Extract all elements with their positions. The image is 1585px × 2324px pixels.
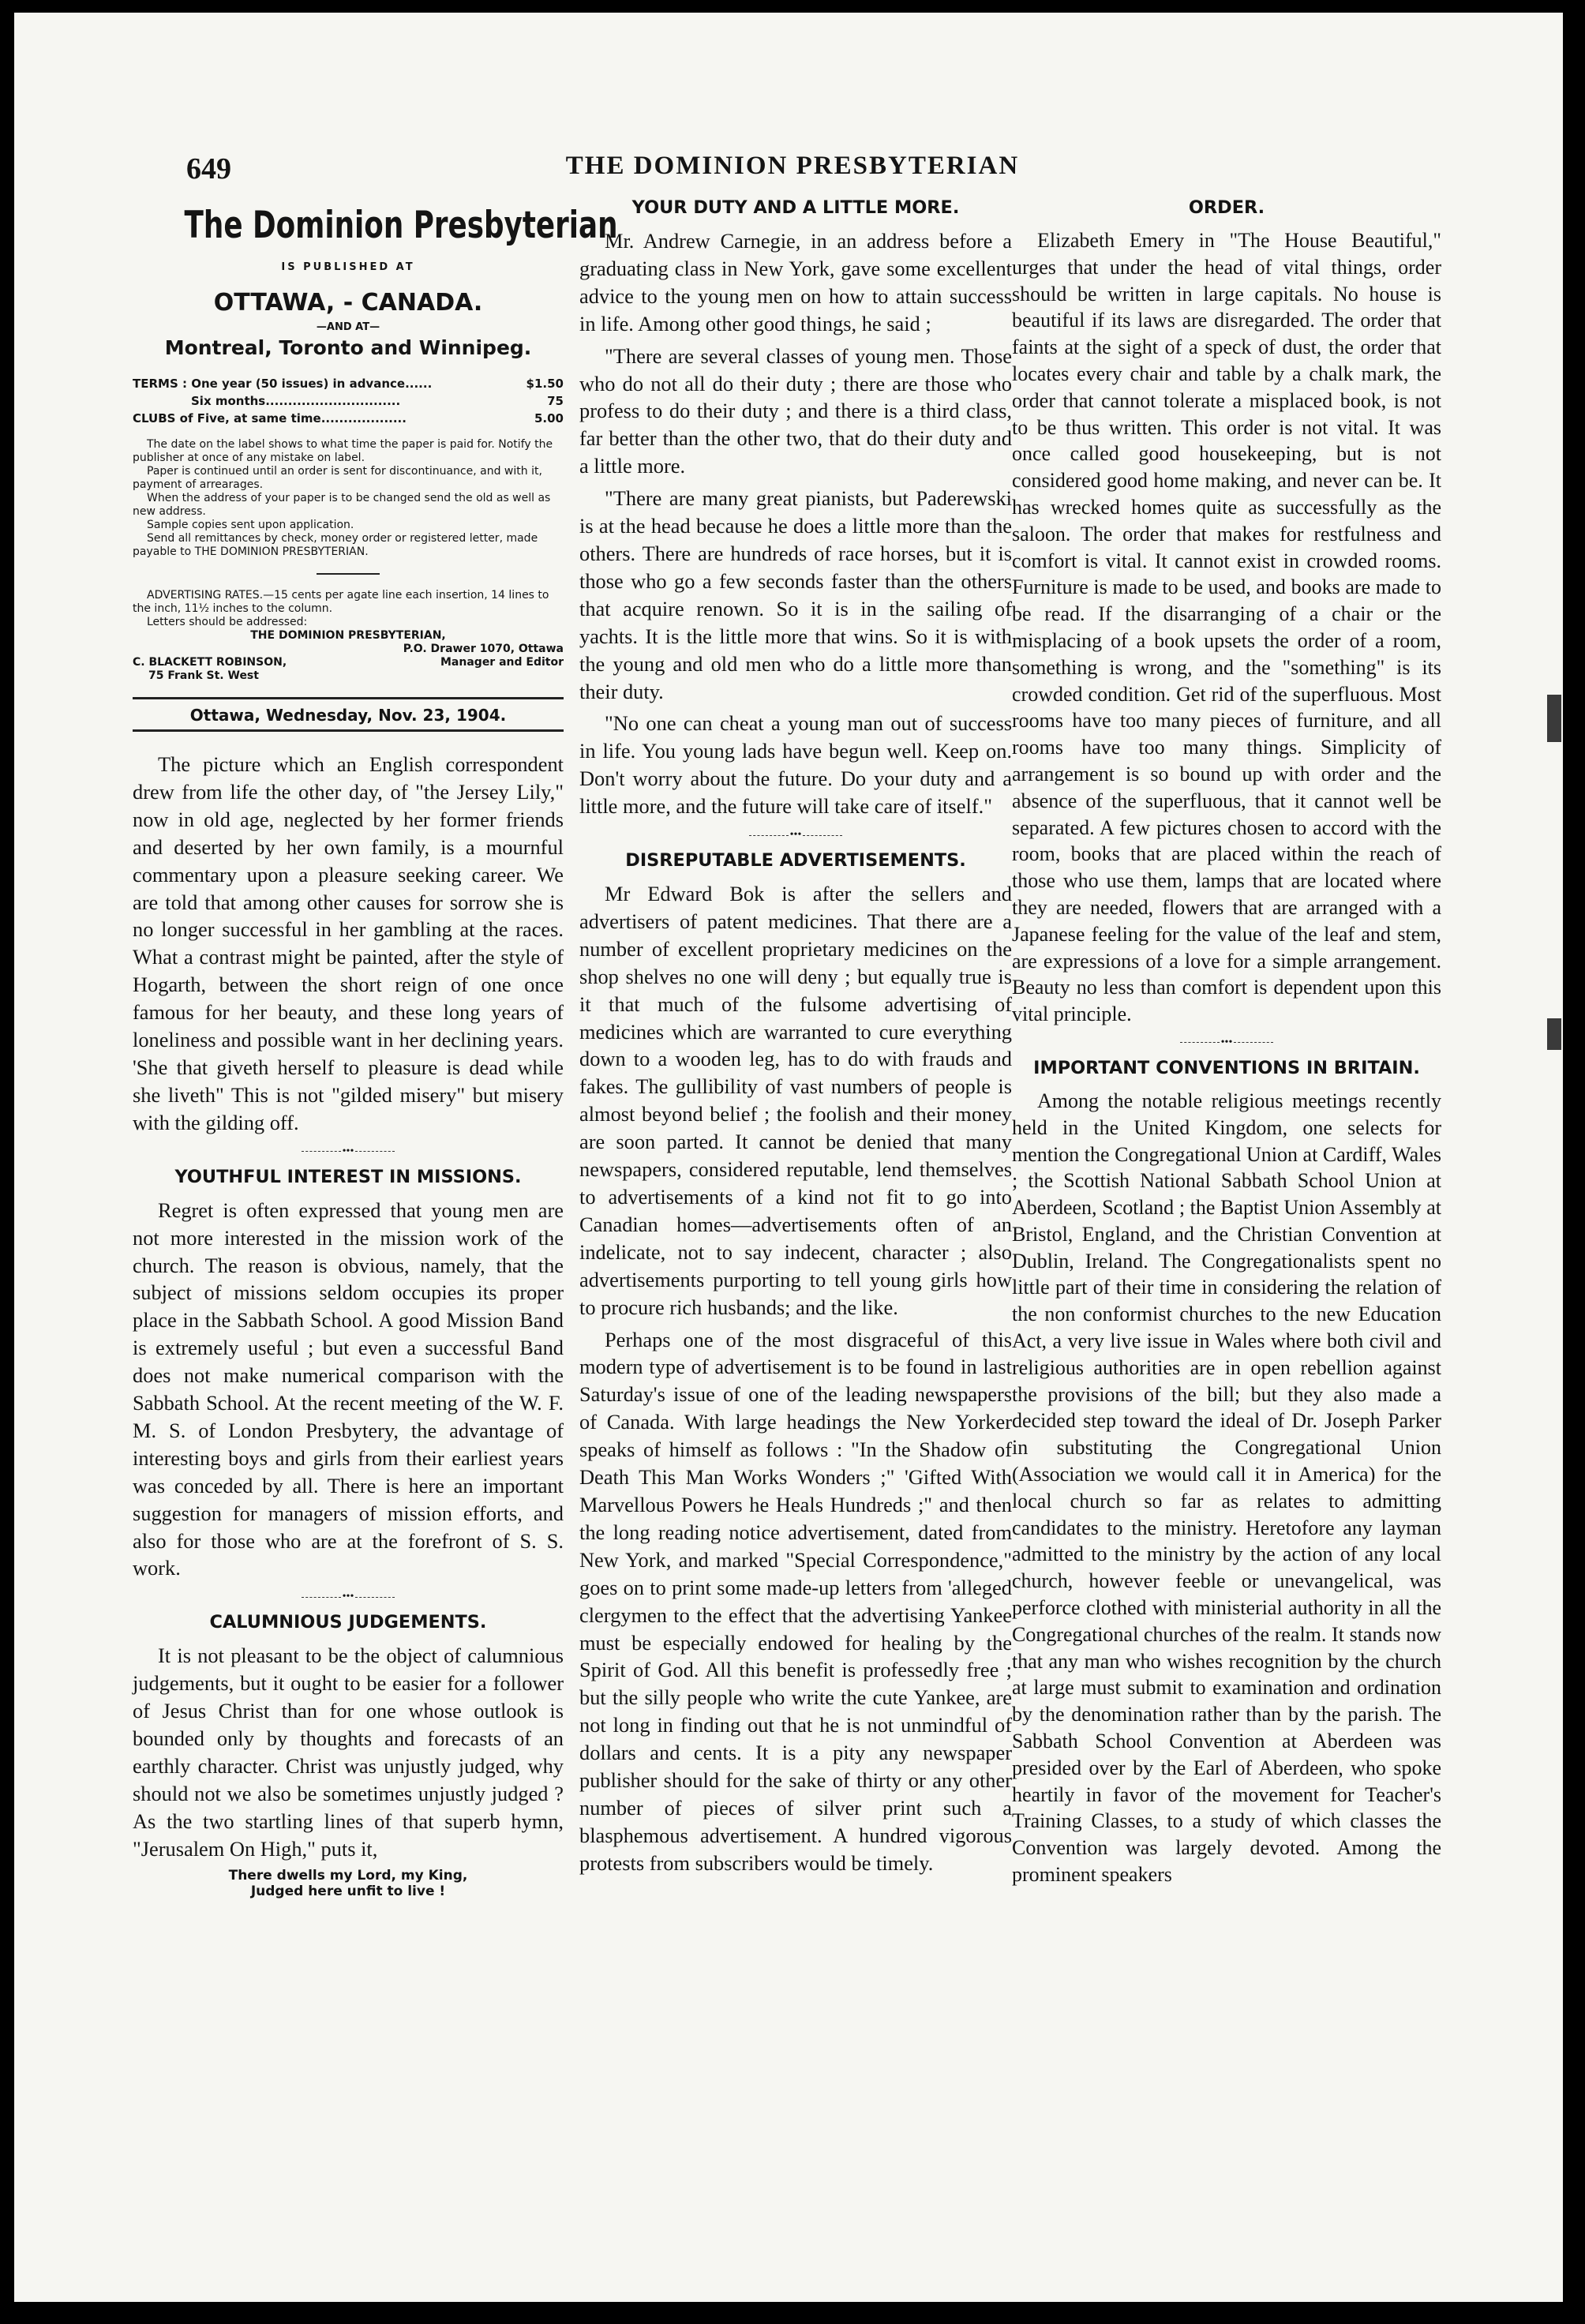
notice: The date on the label shows to what time the paper is paid for. Notify the publisher at once of any mistake on label. — [133, 438, 553, 464]
column-left — [133, 197, 618, 1899]
hymn-verse — [133, 1868, 564, 1899]
divider-rule — [317, 573, 380, 575]
divider: ••• — [133, 1148, 564, 1156]
column-right — [1012, 197, 1441, 1893]
publisher-notices — [133, 438, 564, 559]
letters-note: Letters should be addressed: — [147, 616, 308, 628]
notice: Sample copies sent upon application. — [147, 519, 354, 531]
divider: ••• — [579, 831, 1012, 839]
masthead-city: OTTAWA, - CANADA. — [213, 289, 483, 317]
advertising-info — [133, 589, 564, 683]
verse-line: Judged here unfit to live ! — [250, 1883, 446, 1899]
page-edge-mark — [1547, 695, 1561, 742]
notice: Paper is continued until an order is sent for discontinuance, and with it, payment of arrearages. — [133, 465, 542, 491]
article-paragraph: Mr Edward Bok is after the sellers and advertisers of patent medicines. That there are a number of excellent proprietary medicines on the shop shelves no one will deny ; but equally true is it that much of the fulsome advertising of medicines which are warranted to cure everything down to a wooden leg, has to do with frauds and fakes. The gullibility of vast numbers of people is almost beyond belief ; the foolish and their money are soon parted. It cannot be denied that many newspapers, considered reputable, lend themselves to advertisements of a kind not fit to go into Canadian homes—advertisements often of an indelicate, not to say indecent, character ; also advertisements purporting to tell young girls how to procure rich husbands; and the like. — [579, 882, 1012, 1319]
column-middle — [579, 197, 1012, 1882]
heading-important-conventions: IMPORTANT CONVENTIONS IN BRITAIN. — [1033, 1057, 1420, 1078]
subscription-terms — [133, 375, 564, 427]
article-order: Elizabeth Emery in "The House Beautiful," urges that under the head of vital things, order should be written in large capitals. No house is beautiful if its laws are disregarded. The order that faints at the sight of a speck of dust, the order that locates every chair and table by a chalk mark, the order that cannot tolerate a misplaced book, is not to be thus written. This order is not vital. It was once called good housekeeping, but is not considered good home making, and never can be. It has wrecked homes quite as successfully as the saloon. The order that makes for restfulness and comfort is vital. It cannot exist in crowded rooms. Furniture is made to be used, and books are made to be read. If the disarranging of a chair or the misplacing of a book upsets the order of a room, something is wrong, and the "something" is its crowded condition. Get rid of the superfluous. Most rooms have too many pieces of furniture, and all rooms have too many things. Simplicity of arrangement is so bound up with order and the absence of the superfluous, that it cannot well be separated. A few pictures chosen to accord with the room, books that are placed within the reach of those who use them, lamps that are located where they are needed, flowers that are arranged with a Japanese feeling for the value of the leaf and stem, are expressions of a love for a simple arrangement. Beauty no less than comfort is dependent upon this vital principle. — [1012, 229, 1441, 1026]
editor-role: Manager and Editor — [440, 656, 564, 669]
masthead-is-published: IS PUBLISHED AT — [281, 261, 415, 273]
running-head: THE DOMINION PRESBYTERIAN — [565, 152, 1020, 180]
article-paragraph: "There are several classes of young men. Those who do not all do their duty ; there are those who profess to do their duty ; and there is a third class, far better than the other two, that do their duty and a little more. — [579, 343, 1012, 478]
advertising-rates: ADVERTISING RATES.—15 cents per agate line each insertion, 14 lines to the inch, 11½ inches to the column. — [133, 589, 549, 615]
address-po: P.O. Drawer 1070, Ottawa — [403, 643, 564, 655]
terms-row: TERMS : One year (50 issues) in advance...... $1.50 — [133, 377, 564, 391]
heading-youthful-interest: YOUTHFUL INTEREST IN MISSIONS. — [174, 1166, 522, 1187]
masthead-title: The Dominion Presbyterian — [184, 204, 618, 247]
verse-line: There dwells my Lord, my King, — [228, 1867, 468, 1884]
terms-row: CLUBS of Five, at same time................... 5.00 — [133, 411, 564, 425]
article-youthful-interest: Regret is often expressed that young men are not more interested in the mission work of the church. The reason is obvious, namely, that the subject of missions seldom occupies its proper place in the Sabbath School. A good Mission Band is extremely useful ; but even a successful Band does not make numerical comparison with the Sabbath School. At the recent meeting of the W. F. M. S. of London Presbytery, the advantage of interesting boys and girls from their earliest years was conceded by all. There is here an important suggestion for managers of mission efforts, and also for those who are at the forefront of S. S. work. — [133, 1198, 564, 1580]
divider: ••• — [1012, 1039, 1441, 1047]
notice: Send all remittances by check, money order or registered letter, made payable to THE DOMINION PRESBYTERIAN. — [133, 532, 538, 558]
page-number: 649 — [186, 152, 231, 186]
divider: ••• — [133, 1593, 564, 1601]
notice: When the address of your paper is to be changed send the old as well as new address. — [133, 492, 551, 518]
article-paragraph: "No one can cheat a young man out of success in life. You young lads have begun well. Keep on. Don't worry about the future. Do your duty and a little more, and the future will take care of itself." — [579, 711, 1012, 819]
editor-street: 75 Frank St. West — [148, 669, 259, 682]
article-paragraph: Mr. Andrew Carnegie, in an address before a graduating class in New York, gave some excellent advice to the young men on how to attain success in life. Among other good things, he said ; — [579, 229, 1012, 335]
article-paragraph: Perhaps one of the most disgraceful of this modern type of advertisement is to be found in last Saturday's issue of one of the leading newspapers of Canada. With large headings the New Yorker speaks of himself as follows : "In the Shadow of Death This Man Works Wonders ;" 'Gifted With Marvellous Powers he Heals Hundreds ;" and then the long reading notice advertisement, dated from New York, and marked "Special Correspondence," goes on to print some made-up letters from 'alleged clergymen to the effect that the advertising Yankee must be especially endowed for healing by the Spirit of God. All this benefit is professedly free ; but the silly people who write the cute Yankee, are not long in finding out that he is not unmindful of dollars and cents. It is a pity any newspaper publisher should for the sake of thirty or any other number of pieces of silver print such a blasphemous advertisement. A hundred vigorous protests from subscribers would be timely. — [579, 1327, 1012, 1875]
masthead-and-at: —AND AT— — [316, 321, 380, 333]
terms-row: Six months.............................. 75 — [191, 394, 564, 408]
dateline: Ottawa, Wednesday, Nov. 23, 1904. — [133, 697, 564, 732]
editor-line — [133, 656, 564, 669]
article-calumnious-judgements: It is not pleasant to be the object of calumnious judgements, but it ought to be easier for a follower of Jesus Christ than for one whose outlook is bounded only by thoughts and forecasts of an earthly character. Christ was unjustly judged, why should not we also be sometimes unjustly judged ? As the two startling lines of that superb hymn, "Jerusalem On High," puts it, — [133, 1644, 564, 1861]
heading-disreputable-advertisements: DISREPUTABLE ADVERTISEMENTS. — [625, 850, 966, 872]
page-edge-mark — [1547, 1018, 1561, 1050]
article-important-conventions: Among the notable religious meetings recently held in the United Kingdom, one selects for mention the Congregational Union at Cardiff, Wales ; the Scottish National Sabbath School Union at Aberdeen, Scotland ; the Baptist Union Assembly at Bristol, England, and the Christian Convention at Dublin, Ireland. The Congregationalists spent no little part of their time in considering the relation of the non conformist churches to the new Education Act, a very live issue in Wales where both civil and religious authorities are in open rebellion against the provisions of the bill; but they also made a decided step toward the ideal of Dr. Joseph Parker in substituting the Congregational Union (Association we would call it in America) for the local church so far as relates to admitting candidates to the ministry. Heretofore any layman admitted to the ministry by the action of any local church, however feeble or unevangelical, was perforce clothed with ministerial authority in all the Congregational churches of the realm. It stands now that any man who wishes recognition by the church at large must submit to examination and ordination by the denomination rather than by the parish. The Sabbath School Convention at Aberdeen was presided over by the Earl of Aberdeen, who spoke heartily in favor of the movement for Teacher's Training Classes, to a study of which classes the Convention was largely devoted. Among the prominent speakers — [1012, 1089, 1441, 1887]
heading-calumnious-judgements: CALUMNIOUS JUDGEMENTS. — [209, 1612, 487, 1633]
article-paragraph: "There are many great pianists, but Paderewski is at the head because he does a little more than the others. There are hundreds of race horses, but it is those who go a few seconds faster than the others that acquire renown. So it is in the sailing of yachts. It is the little more that wins. So it is with the young and old men who do a little more than their duty. — [579, 486, 1012, 703]
masthead-other-cities: Montreal, Toronto and Winnipeg. — [164, 336, 532, 359]
heading-your-duty: YOUR DUTY AND A LITTLE MORE. — [631, 197, 960, 218]
heading-order: ORDER. — [1188, 197, 1265, 218]
address-name: THE DOMINION PRESBYTERIAN, — [250, 629, 446, 642]
editor-name: C. BLACKETT ROBINSON, — [133, 656, 287, 669]
article-jersey-lily: The picture which an English correspondent drew from life the other day, of "the Jersey Lily," now in old age, neglected by her former friends and deserted by her own family, is a mournful commentary upon a pleasure seeking career. We are told that among other causes for sorrow she is no longer successful in her gambling at the races. What a contrast might be painted, after the style of Hogarth, between the short reign of one once famous for her beauty, and these long years of loneliness and possible want in her declining years. 'She that giveth herself to pleasure is dead while she liveth" This is not "gilded misery" but misery with the gilding off. — [133, 752, 564, 1134]
